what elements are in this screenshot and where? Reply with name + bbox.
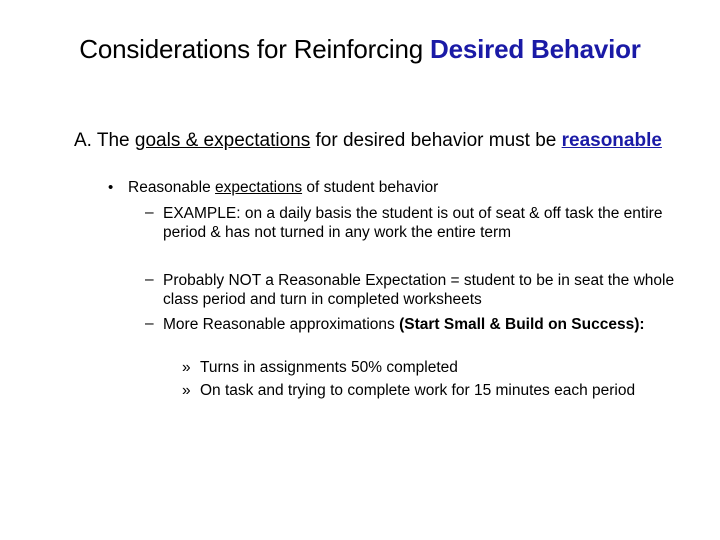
not-reasonable-text: Probably NOT a Reasonable Expectation = student to be in seat the whole class period and turn in completed worksheets [163, 272, 675, 308]
more-reasonable-text [163, 315, 683, 334]
more-reasonable-bold: (Start Small & Build on Success): [399, 316, 645, 333]
more-reasonable-prefix: More Reasonable approximations [163, 316, 400, 333]
title-prefix: Considerations for Reinforcing [79, 34, 431, 64]
point-a-underlined: goals & expectations [134, 130, 311, 151]
dash-icon: – [145, 271, 154, 288]
example-text: EXAMPLE: on a daily basis the student is out of seat & off task the entire period & has not turned in any work the entire term [163, 205, 663, 241]
slide-title [0, 33, 720, 65]
bullet-reasonable-expectations [128, 179, 688, 197]
chevron-icon: » [182, 382, 191, 399]
bullet-suffix: of student behavior [302, 179, 439, 196]
point-a-prefix: A. The [74, 130, 135, 151]
sub-item: On task and trying to complete work for 15 minutes each period [200, 382, 636, 399]
title-accent: Desired Behavior [430, 34, 641, 64]
point-a-accent: reasonable [561, 130, 662, 151]
bullet-prefix: Reasonable [128, 179, 216, 196]
dash-icon: – [145, 204, 154, 221]
point-a-middle: for desired behavior must be [310, 130, 562, 151]
sub-item: Turns in assignments 50% completed [200, 359, 458, 376]
point-a [74, 130, 674, 152]
bullet-icon: • [108, 179, 114, 196]
bullet-underlined: expectations [215, 179, 303, 196]
dash-icon: – [145, 315, 154, 332]
chevron-icon: » [182, 359, 191, 376]
